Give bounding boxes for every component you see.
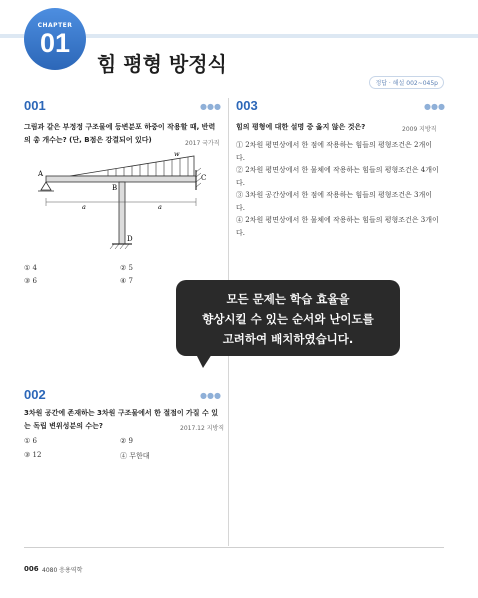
label-a: A	[38, 170, 44, 178]
question-source: 2009 지방직	[402, 126, 437, 133]
question-text-line: 3차원 공간에 존재하는 3차원 구조물에서 한 절점이 가질 수 있	[24, 409, 218, 417]
question-text-line: 의 총 개수는? (단, B점은 강결되어 있다)	[24, 136, 152, 144]
difficulty-dots: ●●●	[424, 102, 445, 111]
question-number: 001	[24, 98, 46, 113]
option-4[interactable]: ④ 7	[120, 277, 133, 285]
chapter-label: CHAPTER	[37, 22, 73, 29]
difficulty-dots: ●●●	[200, 102, 221, 111]
callout-line: 고려하여 배치하였습니다.	[222, 332, 354, 346]
callout-tail	[196, 354, 212, 368]
label-b: B	[112, 184, 118, 192]
callout-line: 향상시킬 수 있는 순서와 난이도를	[202, 312, 374, 326]
option-1[interactable]: ① 2차원 평면상에서 한 점에 작용하는 힘들의 평형조건은 2개이다.	[236, 141, 432, 162]
label-c: C	[201, 174, 207, 182]
option-2[interactable]: ② 2차원 평면상에서 한 물체에 작용하는 힘들의 평형조건은 4개이다.	[236, 166, 439, 187]
question-source: 2017.12 지방직	[180, 425, 225, 432]
horizontal-beam	[46, 176, 196, 182]
question-text-line: 는 독립 변위성분의 수는?	[24, 422, 103, 430]
question-source: 2017 국가직	[185, 140, 220, 147]
callout-line: 모든 문제는 학습 효율을	[226, 292, 350, 306]
question-number: 002	[24, 387, 46, 402]
chapter-title: 힘 평형 방정식	[97, 52, 227, 76]
pin-support-a	[41, 182, 51, 190]
option-4[interactable]: ④ 2차원 평면상에서 한 물체에 작용하는 힘들의 평형조건은 3개이다.	[236, 216, 439, 237]
label-w: w	[174, 150, 180, 158]
option-3[interactable]: ③ 3차원 공간상에서 한 점에 작용하는 힘들의 평형조건은 3개이다.	[236, 191, 432, 212]
option-3[interactable]: ③ 12	[24, 451, 42, 459]
chapter-number: 01	[39, 28, 71, 58]
option-1[interactable]: ① 4	[24, 264, 37, 272]
footer-divider	[24, 547, 444, 548]
question-text-line: 그림과 같은 부정정 구조물에 등변분포 하중이 작용할 때, 반력	[24, 123, 216, 131]
chapter-badge	[24, 8, 86, 70]
callout-bubble	[176, 280, 400, 356]
difficulty-dots: ●●●	[200, 391, 221, 400]
option-4[interactable]: ④ 무한대	[120, 452, 150, 460]
label-span-a2: a	[158, 203, 162, 211]
question-text: 힘의 평형에 대한 설명 중 옳지 않은 것은?	[236, 123, 366, 131]
label-d: D	[127, 235, 133, 243]
option-1[interactable]: ① 6	[24, 437, 37, 445]
question-number: 003	[236, 98, 258, 113]
vertical-column	[119, 182, 125, 244]
label-span-a1: a	[82, 203, 86, 211]
structure-diagram	[24, 146, 228, 258]
answer-reference: 정답 · 해설 002~045p	[369, 76, 444, 89]
option-2[interactable]: ② 9	[120, 437, 133, 445]
page-number: 006	[24, 565, 39, 573]
book-title: 4080 응용역학	[42, 567, 83, 574]
option-3[interactable]: ③ 6	[24, 277, 37, 285]
option-2[interactable]: ② 5	[120, 264, 133, 272]
